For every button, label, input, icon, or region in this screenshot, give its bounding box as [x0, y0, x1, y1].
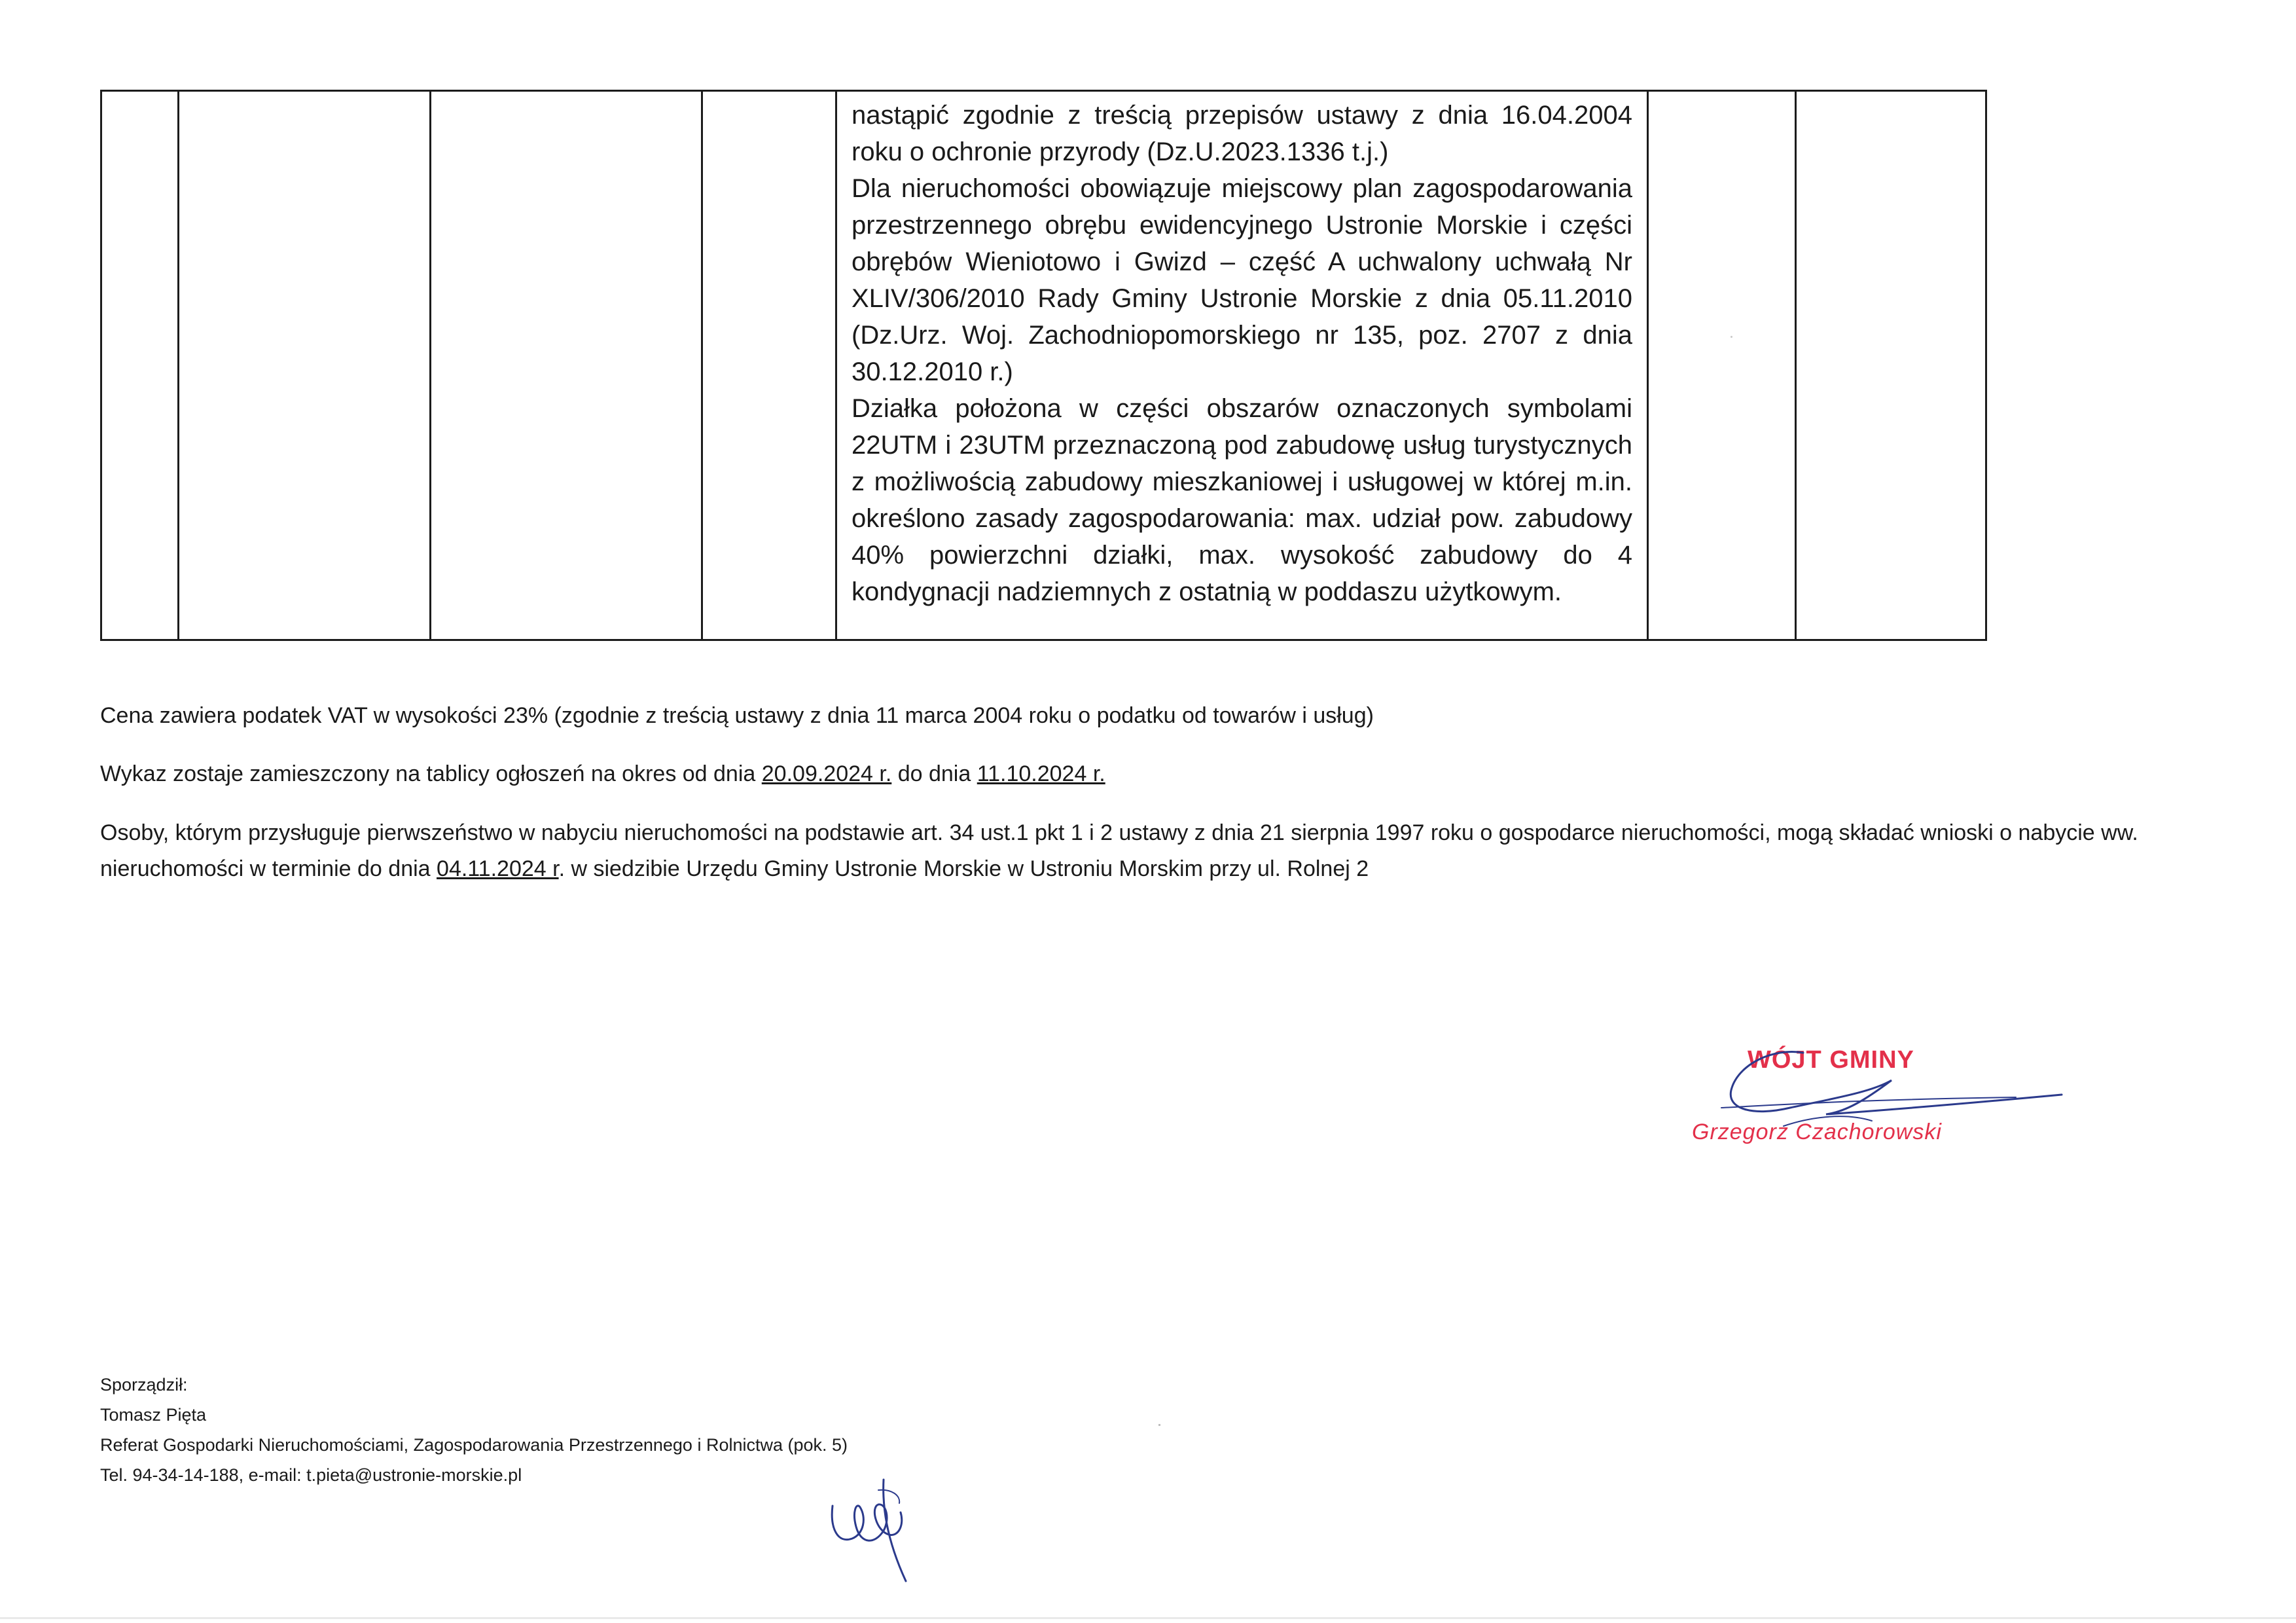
table-cell-price	[1648, 91, 1796, 640]
stamp-title: WÓJT GMINY	[1748, 1046, 1914, 1074]
table-cell-lp	[101, 91, 179, 640]
description-paragraph: nastąpić zgodnie z treścią przepisów ustawy z dnia 16.04.2004 roku o ochronie przyrody (Dz.U.2023.1336 t.j.)	[852, 101, 1632, 166]
prepared-by-block	[100, 1370, 848, 1490]
publication-text: Wykaz zostaje zamieszczony na tablicy ogłoszeń na okres od dnia	[100, 761, 762, 786]
table-cell-area	[702, 91, 836, 640]
scan-speck	[1731, 336, 1732, 338]
author-contact: Tel. 94-34-14-188, e-mail: t.pieta@ustronie-morskie.pl	[100, 1465, 522, 1485]
table-cell-location	[431, 91, 702, 640]
scan-edge-line	[0, 1617, 2296, 1619]
description-paragraph: Działka położona w części obszarów oznaczonych symbolami 22UTM i 23UTM przeznaczoną pod zabudowę usług turystycznych z możliwością zabudowy mieszkaniowej i usługowej w której m.in. określono zasady zagospodarowania: max. udział pow. zabudowy 40% powierzchni działki, max. wysokość zabudowy do 4 kondygnacji nadziemnych z ostatnią w poddaszu użytkowym.	[852, 394, 1632, 606]
property-table	[100, 90, 1987, 641]
publication-start-date: 20.09.2024 r.	[761, 761, 892, 786]
stamp-name: Grzegorz Czachorowski	[1692, 1120, 1942, 1144]
official-stamp	[1676, 1034, 2081, 1165]
publication-note	[100, 756, 2168, 792]
publication-end-date: 11.10.2024 r.	[977, 761, 1105, 786]
scan-speck	[1158, 1424, 1160, 1426]
table-cell-parcel	[179, 91, 431, 640]
description-paragraph: Dla nieruchomości obowiązuje miejscowy plan zagospodarowania przestrzennego obrębu ewidencyjnego Ustronie Morskie i części obrębów Wieniotowo i Gwizd – część A uchwalony uchwałą Nr XLIV/306/2010 Rady Gminy Ustronie Morskie z dnia 05.11.2010 (Dz.Urz. Woj. Zachodniopomorskiego nr 135, poz. 2707 z dnia 30.12.2010 r.)	[852, 174, 1632, 386]
priority-deadline-date: 04.11.2024 r	[437, 856, 559, 881]
table-cell-description	[836, 91, 1648, 640]
publication-text: do dnia	[891, 761, 977, 786]
table-row	[101, 91, 1986, 640]
vat-note: Cena zawiera podatek VAT w wysokości 23% (zgodnie z treścią ustawy z dnia 11 marca 2004 roku o podatku od towarów i usług)	[100, 703, 1374, 728]
table-cell-remarks	[1796, 91, 1986, 640]
author-name: Tomasz Pięta	[100, 1405, 207, 1425]
handwritten-initials	[818, 1467, 929, 1584]
priority-text: Osoby, którym przysługuje pierwszeństwo w nabyciu nieruchomości na podstawie art. 34 ust.1 pkt 1 i 2 ustawy z dnia 21 sierpnia 1997 roku o gospodarce nieruchomości, mogą składać wnioski o nabycie ww. nieruchomości w terminie do dnia	[100, 820, 2138, 881]
author-department: Referat Gospodarki Nieruchomościami, Zagospodarowania Przestrzennego i Rolnictwa (pok. 5)	[100, 1435, 848, 1455]
signature-mark	[1676, 1034, 2081, 1165]
priority-text: . w siedzibie Urzędu Gminy Ustronie Morskie w Ustroniu Morskim przy ul. Rolnej 2	[558, 856, 1369, 881]
priority-note	[100, 815, 2168, 887]
prepared-by-label: Sporządził:	[100, 1375, 188, 1395]
